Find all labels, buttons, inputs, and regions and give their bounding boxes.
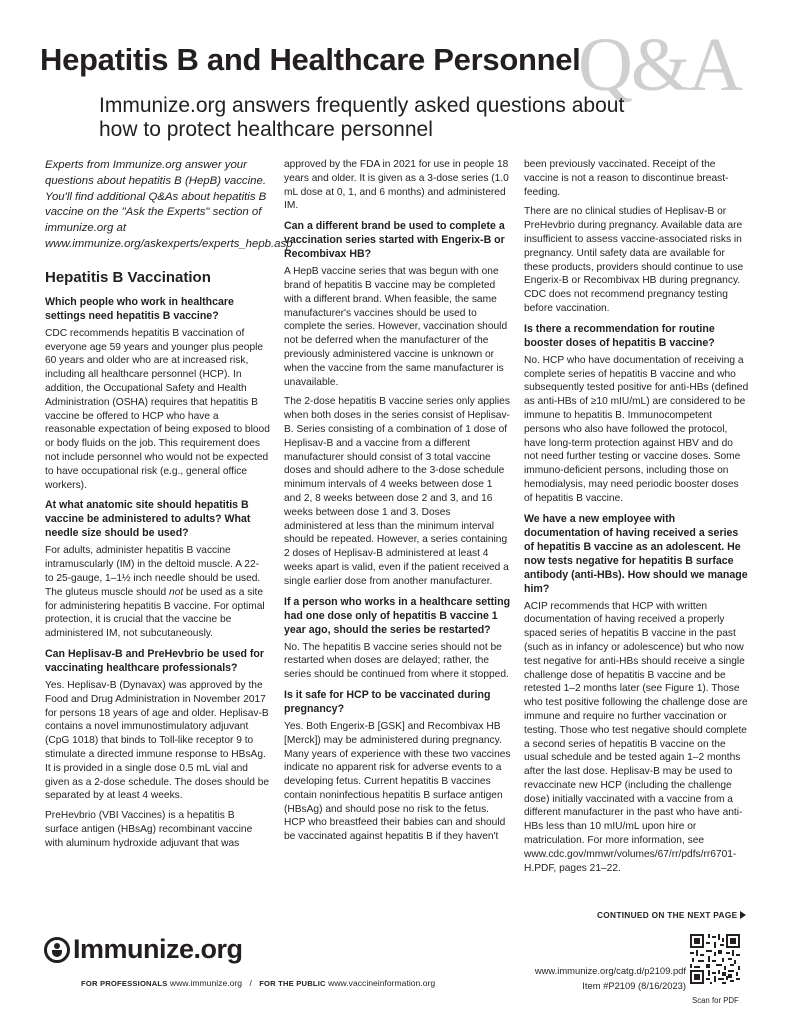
answer-2 <box>45 544 270 641</box>
question-1: Which people who work in healthcare settings need hepatitis B vaccine? <box>45 295 234 322</box>
answer-5: No. The hepatitis B vaccine series should not be restarted when doses are delayed; rather, the series should be continued from where it stopped. <box>284 641 509 681</box>
answer-6: Yes. Both Engerix-B [GSK] and Recombivax HB [Merck]) may be administered during pregnancy. Many years of experience with these two vaccines indicate no apparent risk for adverse events to a developing fetus. Current hepatitis B vaccines contain noninfectious hepatitis B surface antigen (HBsAg) and should pose no risk to the fetus. HCP who breastfeed their babies can and should be vaccinated against hepatitis B if they haven't <box>284 720 511 843</box>
continued-label: CONTINUED ON THE NEXT PAGE <box>597 910 738 920</box>
continued-next-page[interactable] <box>597 910 746 920</box>
page-subtitle: Immunize.org answers frequently asked questions about how to protect healthcare personnel <box>99 94 625 141</box>
answer-1: CDC recommends hepatitis B vaccination of everyone age 59 years and younger plus people 60 years and older who are at increased risk, including all healthcare personnel (HCP). In addition, the Occupational Safety and Health Administration (OSHA) requires that hepatitis B vaccine be offered to HCP who have a reasonable expectation of being exposed to blood or body fluids on the job. This requirement does not include personnel who would not be expected to have occupational risk (e.g., general office workers). <box>45 327 270 491</box>
footer-separator: / <box>249 978 252 988</box>
person-circle-icon <box>44 937 70 963</box>
answer-3-p1: Yes. Heplisav-B (Dynavax) was approved by the Food and Drug Administration in November 2017 for persons 18 years of age and older. Heplisav-B contains a novel immunostimulatory adjuvant (CpG 1018) that binds to Toll-like receptor 9 to stimulate a directed immune response to HBsAg. It is provided in a single dose 0.5 mL vial and given as a 2-dose schedule. The doses should be separated by at least 4 weeks. <box>45 679 270 802</box>
question-2: At what anatomic site should hepatitis B vaccine be administered to adults? What needle size should be used? <box>45 499 251 540</box>
intro-text: Experts from Immunize.org answer your questions about hepatitis B (HepB) vaccine. You'll find additional Q&As about hepatitis B vaccine on the "Ask the Experts" section of immunize.org at www.immunize.org/askexperts/experts_hepb.asp <box>45 159 293 250</box>
page-title: Hepatitis B and Healthcare Personnel <box>40 42 581 77</box>
item-number: Item #P2109 (8/16/2023) <box>582 980 686 991</box>
answer-4-p2: The 2-dose hepatitis B vaccine series only applies when both doses in the series consist of Heplisav-B. Series consisting of a combination of 1 dose of Heplisav-B and a vaccine from a different manufacturer should consist of 3 total vaccine doses and should adhere to the 3-dose schedule minimum intervals of 4 weeks between dose 1 and 2, 8 weeks between dose 2 and 3, and 16 weeks between dose 1 and 3. Doses administered at less than the minimum interval should be repeated. However, a series containing 2 doses of Heplisav-B administered at least 4 weeks apart is valid, even if the patient received a single earlier dose from another manufacturer. <box>284 396 510 587</box>
answer-3-continued: approved by the FDA in 2021 for use in people 18 years and older. It is given as a 3-dose series (1.0 mL dose at 0, 1, and 6 months) and administered IM. <box>284 159 509 212</box>
qr-code-icon[interactable] <box>690 934 740 984</box>
answer-7: No. HCP who have documentation of receiving a complete series of hepatitis B vaccine and who subsequently tested positive for anti-HBs (defined as anti-HBs of ≥10 mIU/mL) are considered to be immune to hepatitis B. Immunocompetent persons who also have followed the protocol, have long-term protection against HBV and do not need further testing or vaccine doses. Some immuno-deficient persons, including those on hemodialysis, may need periodic booster doses of hepatitis B vaccine. <box>524 354 749 504</box>
public-label: FOR THE PUBLIC <box>259 979 326 988</box>
column-2 <box>284 158 511 850</box>
answer-2-part-1: For adults, administer hepatitis B vaccine intramuscularly (IM) in the deltoid muscle. A 22- to 25-gauge, 1–1½ inch needle should be used. The gluteus muscle should <box>45 545 261 598</box>
public-link[interactable]: www.vaccineinformation.org <box>328 978 436 988</box>
logo-text: Immunize.org <box>73 934 243 964</box>
question-3: Can Heplisav-B and PreHevbrio be used for vaccinating healthcare professionals? <box>45 647 264 674</box>
answer-3-p2: PreHevbrio (VBI Vaccines) is a hepatitis B surface antigen (HBsAg) recombinant vaccine with aluminum hydroxide adjuvant that was <box>45 810 253 849</box>
answer-8: ACIP recommends that HCP with written documentation of having received a properly spaced series of hepatitis B vaccine in the past (such as in infancy or adolescence) but who now test negative for anti-HBs should receive a single challenge dose of hepatitis B vaccine and be retested 1–2 months later (see Figure 1). Those who test positive following the challenge dose are immune and require no further vaccination or testing. Those who test negative should complete a second series of hepatitis B vaccine on the usual schedule and be tested again 1–2 months after the last dose. Heplisav-B may be used to revaccinate new HCP (including the challenge dose) initially vaccinated with a vaccine from a different manufacturer in the past who have anti-HBs less than 10 mIU/mL upon hire or matriculation. For more information, see www.cdc.gov/mmwr/volumes/67/rr/pdfs/rr6701-H.PDF, pages 21–22. <box>524 600 748 874</box>
qa-watermark: Q&A <box>578 23 741 107</box>
pdf-link[interactable]: www.immunize.org/catg.d/p2109.pdf <box>534 965 686 976</box>
question-5: If a person who works in a healthcare setting had one dose only of hepatitis B vaccine 1 year ago, should the series be restarted? <box>284 595 511 636</box>
column-3 <box>524 158 749 881</box>
professionals-label: FOR PROFESSIONALS <box>81 979 168 988</box>
question-4: Can a different brand be used to complete a vaccination series started with Engerix-B or Recombivax HB? <box>284 220 505 261</box>
question-7: Is there a recommendation for routine booster doses of hepatitis B vaccine? <box>524 322 715 349</box>
footer-links <box>81 978 435 988</box>
footer-item-info <box>480 963 686 993</box>
triangle-right-icon <box>740 911 746 919</box>
scan-label: Scan for PDF <box>692 996 739 1005</box>
professionals-link[interactable]: www.immunize.org <box>169 978 243 988</box>
answer-4-p1: A HepB vaccine series that was begun with one brand of hepatitis B vaccine may be completed with a different brand. When feasible, the same manufacturer's vaccines should be used to complete the series. However, vaccination should not be deferred when the manufacturer of the previously administered vaccine is unknown or when the vaccine from the same manufacturer is unavailable. <box>284 266 508 388</box>
question-8: We have a new employee with documentation of having received a series of hepatitis B vaccine as an adolescent. He now tests negative for hepatitis B surface antibody (anti-HBs). How should we manage him? <box>524 512 748 595</box>
section-heading: Hepatitis B Vaccination <box>45 268 211 286</box>
answer-6-p2: There are no clinical studies of Heplisav-B or PreHevbrio during pregnancy. Available data are insufficient to assess vaccine-associated risks in pregnancy. Until safety data are available for these products, providers should continue to use Engerix-B or Recombivax HB during pregnancy. CDC does not recommend pregnancy testing before vaccination. <box>524 206 744 314</box>
answer-2-part-2: be used as a site for administering hepatitis B vaccine. For optimal protection, it is crucial that the vaccine be administered IM, not subcutaneously. <box>45 586 265 640</box>
column-1 <box>45 158 293 856</box>
question-6: Is it safe for HCP to be vaccinated during pregnancy? <box>284 688 491 715</box>
answer-2-emphasis: not <box>169 586 184 598</box>
immunize-logo <box>44 934 243 965</box>
answer-6-continued: been previously vaccinated. Receipt of the vaccine is not a reason to discontinue breast-feeding. <box>524 159 729 198</box>
